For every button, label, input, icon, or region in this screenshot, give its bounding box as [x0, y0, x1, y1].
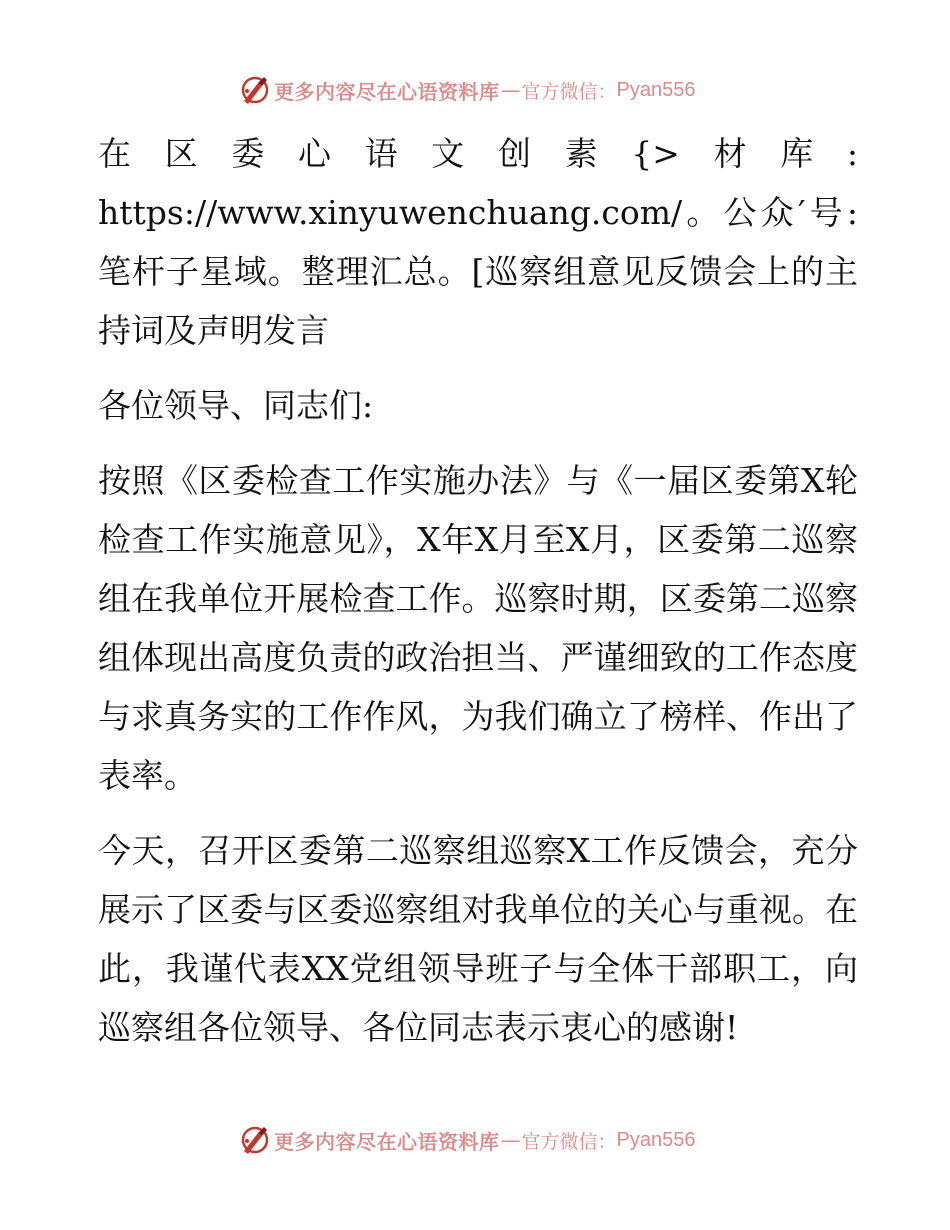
- paragraph-thanks: 今天，召开区委第二巡察组巡察X工作反馈会，充分展示了区委与区委巡察组对我单位的关心与重视。在此，我谨代表XX党组领导班子与全体干部职工，向巡察组各位领导、各位同志表示衷心的感谢!: [98, 831, 858, 1047]
- banner-wechat-id: Pyan556: [616, 1128, 696, 1151]
- banner-dash: —: [500, 1128, 521, 1152]
- banner-site-name: 更多内容尽在心语资料库: [274, 79, 500, 104]
- banner-wechat-label: 官方微信：: [521, 80, 617, 103]
- document-body: [98, 124, 858, 1057]
- pen-logo-icon: [238, 1123, 272, 1157]
- paragraph-background: 按照《区委检查工作实施办法》与《一届区委第X轮检查工作实施意见》，X年X月至X月，区委第二巡察组在我单位开展检查工作。巡察时期，区委第二巡察组体现出高度负责的政治担当、严谨细致的工作态度与求真务实的工作作风，为我们确立了榜样、作出了表率。: [98, 461, 858, 795]
- paragraph-salutation: 各位领导、同志们:: [98, 386, 374, 425]
- header-banner: [238, 70, 695, 110]
- paragraph-intro-title: 在区委心语文创素{>材库: https://www.xinyuwenchuang.com/。公众′号: 笔杆子星域。整理汇总。[巡察组意见反馈会上的主持词及声明发言: [98, 134, 858, 350]
- banner-dash: —: [500, 78, 521, 102]
- banner-wechat-label: 官方微信：: [521, 1130, 617, 1153]
- banner-site-name: 更多内容尽在心语资料库: [274, 1129, 500, 1154]
- banner-wechat-id: Pyan556: [616, 78, 696, 101]
- footer-banner: [238, 1120, 695, 1160]
- pen-logo-icon: [238, 73, 272, 107]
